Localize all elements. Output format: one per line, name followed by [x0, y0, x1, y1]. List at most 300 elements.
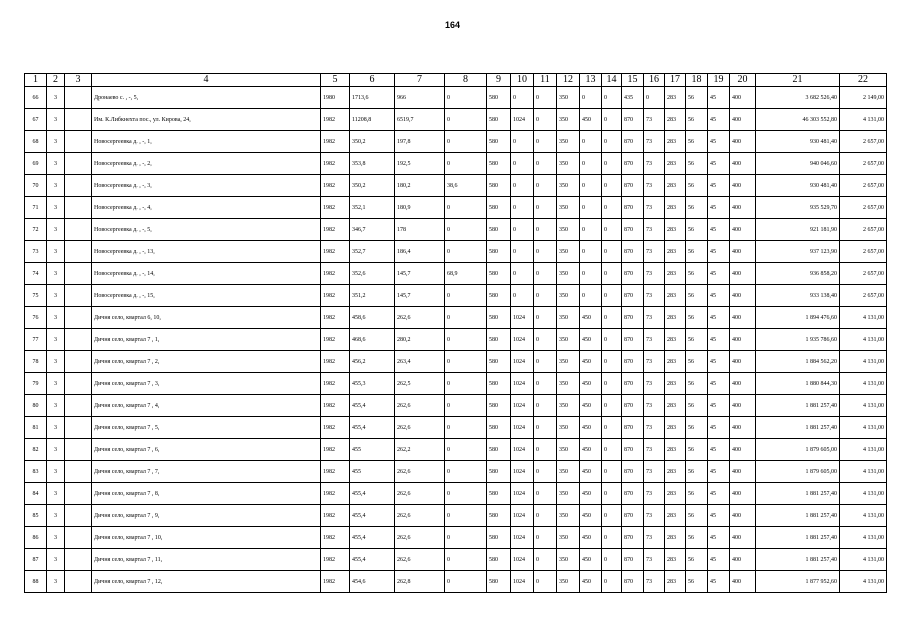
- cell-col-3: [65, 373, 92, 395]
- cell-col-3: [65, 527, 92, 549]
- table-row: [25, 571, 887, 593]
- cell-col-19: 45: [708, 131, 730, 153]
- cell-col-1: 86: [25, 527, 47, 549]
- cell-col-14: 0: [602, 263, 622, 285]
- cell-col-1: 66: [25, 87, 47, 109]
- cell-col-17: 283: [665, 307, 686, 329]
- cell-col-17: 283: [665, 219, 686, 241]
- cell-col-3: [65, 263, 92, 285]
- cell-col-12: 350: [557, 219, 580, 241]
- cell-col-9: 580: [487, 549, 511, 571]
- column-header-22: 22: [840, 74, 887, 87]
- cell-col-10: 1024: [511, 505, 534, 527]
- cell-col-21: 933 138,40: [756, 285, 840, 307]
- cell-col-21: 1 884 562,20: [756, 351, 840, 373]
- cell-col-10: 0: [511, 131, 534, 153]
- cell-col-7: 145,7: [395, 285, 445, 307]
- cell-col-11: 0: [534, 197, 557, 219]
- cell-col-20: 400: [730, 329, 756, 351]
- cell-col-16: 73: [644, 527, 665, 549]
- cell-col-15: 870: [622, 197, 644, 219]
- cell-col-14: 0: [602, 439, 622, 461]
- cell-col-5: 1982: [321, 527, 350, 549]
- cell-col-21: 1 881 257,40: [756, 483, 840, 505]
- column-header-8: 8: [445, 74, 487, 87]
- cell-col-2: 3: [47, 527, 65, 549]
- cell-col-3: [65, 439, 92, 461]
- column-header-11: 11: [534, 74, 557, 87]
- cell-col-12: 350: [557, 131, 580, 153]
- cell-col-20: 400: [730, 417, 756, 439]
- cell-col-6: 455: [350, 439, 395, 461]
- cell-col-14: 0: [602, 571, 622, 593]
- cell-col-13: 450: [580, 395, 602, 417]
- cell-col-20: 400: [730, 87, 756, 109]
- cell-col-6: 455,4: [350, 417, 395, 439]
- cell-col-12: 350: [557, 483, 580, 505]
- cell-col-17: 283: [665, 549, 686, 571]
- cell-col-11: 0: [534, 461, 557, 483]
- cell-col-10: 0: [511, 153, 534, 175]
- cell-col-8: 0: [445, 109, 487, 131]
- cell-col-20: 400: [730, 153, 756, 175]
- cell-col-2: 3: [47, 483, 65, 505]
- column-header-18: 18: [686, 74, 708, 87]
- cell-col-8: 0: [445, 87, 487, 109]
- table-row: [25, 131, 887, 153]
- cell-col-5: 1982: [321, 351, 350, 373]
- cell-col-15: 870: [622, 263, 644, 285]
- cell-col-11: 0: [534, 417, 557, 439]
- cell-col-8: 0: [445, 439, 487, 461]
- cell-col-19: 45: [708, 307, 730, 329]
- cell-col-16: 73: [644, 483, 665, 505]
- cell-col-2: 3: [47, 417, 65, 439]
- cell-col-21: 936 858,20: [756, 263, 840, 285]
- cell-col-17: 283: [665, 175, 686, 197]
- cell-col-7: 262,6: [395, 395, 445, 417]
- column-header-6: 6: [350, 74, 395, 87]
- cell-col-10: 1024: [511, 373, 534, 395]
- cell-col-4: Новосергеевка д. , -, 15,: [92, 285, 321, 307]
- cell-col-13: 0: [580, 153, 602, 175]
- cell-col-3: [65, 175, 92, 197]
- cell-col-8: 0: [445, 461, 487, 483]
- cell-col-3: [65, 549, 92, 571]
- cell-col-13: 0: [580, 87, 602, 109]
- cell-col-14: 0: [602, 483, 622, 505]
- cell-col-13: 0: [580, 197, 602, 219]
- cell-col-9: 580: [487, 461, 511, 483]
- cell-col-20: 400: [730, 351, 756, 373]
- cell-col-11: 0: [534, 571, 557, 593]
- cell-col-16: 73: [644, 373, 665, 395]
- cell-col-12: 350: [557, 109, 580, 131]
- cell-col-10: 1024: [511, 483, 534, 505]
- cell-col-14: 0: [602, 505, 622, 527]
- cell-col-17: 283: [665, 109, 686, 131]
- table-row: [25, 527, 887, 549]
- cell-col-21: 1 881 257,40: [756, 395, 840, 417]
- cell-col-1: 69: [25, 153, 47, 175]
- cell-col-20: 400: [730, 307, 756, 329]
- cell-col-1: 81: [25, 417, 47, 439]
- cell-col-18: 56: [686, 263, 708, 285]
- cell-col-17: 283: [665, 285, 686, 307]
- cell-col-15: 870: [622, 153, 644, 175]
- cell-col-15: 435: [622, 87, 644, 109]
- cell-col-15: 870: [622, 527, 644, 549]
- cell-col-16: 73: [644, 439, 665, 461]
- cell-col-15: 870: [622, 571, 644, 593]
- table-row: [25, 439, 887, 461]
- cell-col-12: 350: [557, 439, 580, 461]
- cell-col-14: 0: [602, 153, 622, 175]
- cell-col-18: 56: [686, 307, 708, 329]
- cell-col-22: 4 131,00: [840, 417, 887, 439]
- cell-col-15: 870: [622, 109, 644, 131]
- table-row: [25, 263, 887, 285]
- cell-col-19: 45: [708, 241, 730, 263]
- cell-col-14: 0: [602, 175, 622, 197]
- cell-col-2: 3: [47, 307, 65, 329]
- column-header-9: 9: [487, 74, 511, 87]
- cell-col-2: 3: [47, 505, 65, 527]
- cell-col-14: 0: [602, 241, 622, 263]
- cell-col-2: 3: [47, 241, 65, 263]
- cell-col-3: [65, 351, 92, 373]
- cell-col-13: 450: [580, 527, 602, 549]
- cell-col-18: 56: [686, 395, 708, 417]
- table-row: [25, 109, 887, 131]
- cell-col-21: 1 881 257,40: [756, 417, 840, 439]
- cell-col-7: 262,8: [395, 571, 445, 593]
- cell-col-21: 46 303 552,80: [756, 109, 840, 131]
- cell-col-15: 870: [622, 373, 644, 395]
- cell-col-22: 4 131,00: [840, 373, 887, 395]
- cell-col-1: 68: [25, 131, 47, 153]
- cell-col-2: 3: [47, 571, 65, 593]
- cell-col-4: Новосергеевка д. , -, 4,: [92, 197, 321, 219]
- table-row: [25, 549, 887, 571]
- cell-col-15: 870: [622, 329, 644, 351]
- cell-col-22: 2 657,00: [840, 263, 887, 285]
- cell-col-4: Дичня село, квартал 7 , 6,: [92, 439, 321, 461]
- cell-col-22: 4 131,00: [840, 329, 887, 351]
- cell-col-13: 450: [580, 329, 602, 351]
- cell-col-18: 56: [686, 373, 708, 395]
- cell-col-9: 580: [487, 505, 511, 527]
- cell-col-8: 0: [445, 527, 487, 549]
- cell-col-20: 400: [730, 285, 756, 307]
- cell-col-14: 0: [602, 395, 622, 417]
- table-row: [25, 373, 887, 395]
- cell-col-13: 0: [580, 241, 602, 263]
- cell-col-5: 1982: [321, 153, 350, 175]
- column-header-20: 20: [730, 74, 756, 87]
- cell-col-13: 450: [580, 461, 602, 483]
- cell-col-5: 1982: [321, 219, 350, 241]
- cell-col-22: 2 657,00: [840, 153, 887, 175]
- cell-col-11: 0: [534, 527, 557, 549]
- cell-col-6: 468,6: [350, 329, 395, 351]
- cell-col-8: 68,9: [445, 263, 487, 285]
- cell-col-3: [65, 571, 92, 593]
- table-row: [25, 197, 887, 219]
- cell-col-21: 1 935 786,60: [756, 329, 840, 351]
- cell-col-2: 3: [47, 153, 65, 175]
- cell-col-3: [65, 131, 92, 153]
- cell-col-16: 73: [644, 197, 665, 219]
- cell-col-22: 2 657,00: [840, 131, 887, 153]
- cell-col-4: Дронаево с. , -, 5,: [92, 87, 321, 109]
- register-table: [24, 73, 887, 593]
- cell-col-20: 400: [730, 373, 756, 395]
- cell-col-16: 73: [644, 505, 665, 527]
- table-row: [25, 505, 887, 527]
- cell-col-22: 4 131,00: [840, 527, 887, 549]
- column-header-14: 14: [602, 74, 622, 87]
- cell-col-14: 0: [602, 219, 622, 241]
- cell-col-22: 4 131,00: [840, 395, 887, 417]
- cell-col-20: 400: [730, 549, 756, 571]
- cell-col-7: 280,2: [395, 329, 445, 351]
- cell-col-18: 56: [686, 417, 708, 439]
- cell-col-15: 870: [622, 241, 644, 263]
- table-body: [25, 87, 887, 593]
- cell-col-8: 0: [445, 219, 487, 241]
- cell-col-1: 82: [25, 439, 47, 461]
- cell-col-21: 1 894 476,60: [756, 307, 840, 329]
- cell-col-13: 450: [580, 571, 602, 593]
- table-row: [25, 219, 887, 241]
- cell-col-1: 87: [25, 549, 47, 571]
- cell-col-9: 580: [487, 87, 511, 109]
- cell-col-9: 580: [487, 219, 511, 241]
- cell-col-17: 283: [665, 153, 686, 175]
- cell-col-19: 45: [708, 175, 730, 197]
- cell-col-14: 0: [602, 549, 622, 571]
- cell-col-8: 0: [445, 571, 487, 593]
- cell-col-10: 1024: [511, 109, 534, 131]
- cell-col-7: 262,6: [395, 483, 445, 505]
- cell-col-8: 0: [445, 241, 487, 263]
- cell-col-12: 350: [557, 373, 580, 395]
- cell-col-6: 346,7: [350, 219, 395, 241]
- cell-col-5: 1982: [321, 373, 350, 395]
- cell-col-9: 580: [487, 241, 511, 263]
- cell-col-13: 450: [580, 505, 602, 527]
- cell-col-11: 0: [534, 109, 557, 131]
- cell-col-9: 580: [487, 197, 511, 219]
- cell-col-7: 262,6: [395, 461, 445, 483]
- cell-col-7: 262,6: [395, 417, 445, 439]
- cell-col-13: 0: [580, 131, 602, 153]
- cell-col-8: 0: [445, 483, 487, 505]
- cell-col-19: 45: [708, 109, 730, 131]
- cell-col-20: 400: [730, 175, 756, 197]
- cell-col-10: 1024: [511, 417, 534, 439]
- cell-col-1: 83: [25, 461, 47, 483]
- cell-col-6: 352,1: [350, 197, 395, 219]
- cell-col-21: 1 879 605,00: [756, 461, 840, 483]
- column-header-3: 3: [65, 74, 92, 87]
- cell-col-3: [65, 219, 92, 241]
- cell-col-19: 45: [708, 439, 730, 461]
- cell-col-5: 1982: [321, 483, 350, 505]
- cell-col-20: 400: [730, 439, 756, 461]
- cell-col-8: 0: [445, 417, 487, 439]
- cell-col-19: 45: [708, 483, 730, 505]
- cell-col-12: 350: [557, 87, 580, 109]
- cell-col-8: 0: [445, 285, 487, 307]
- cell-col-8: 0: [445, 329, 487, 351]
- cell-col-4: Дичня село, квартал 7 , 5,: [92, 417, 321, 439]
- cell-col-1: 80: [25, 395, 47, 417]
- cell-col-14: 0: [602, 109, 622, 131]
- cell-col-12: 350: [557, 549, 580, 571]
- cell-col-11: 0: [534, 439, 557, 461]
- cell-col-17: 283: [665, 131, 686, 153]
- cell-col-6: 456,2: [350, 351, 395, 373]
- cell-col-15: 870: [622, 307, 644, 329]
- cell-col-2: 3: [47, 439, 65, 461]
- cell-col-7: 262,6: [395, 549, 445, 571]
- cell-col-10: 1024: [511, 527, 534, 549]
- cell-col-17: 283: [665, 461, 686, 483]
- cell-col-22: 4 131,00: [840, 549, 887, 571]
- cell-col-16: 0: [644, 87, 665, 109]
- cell-col-2: 3: [47, 373, 65, 395]
- cell-col-11: 0: [534, 505, 557, 527]
- cell-col-9: 580: [487, 395, 511, 417]
- cell-col-5: 1982: [321, 241, 350, 263]
- cell-col-7: 262,2: [395, 439, 445, 461]
- cell-col-5: 1982: [321, 505, 350, 527]
- cell-col-9: 580: [487, 373, 511, 395]
- cell-col-19: 45: [708, 417, 730, 439]
- cell-col-1: 78: [25, 351, 47, 373]
- cell-col-6: 11208,8: [350, 109, 395, 131]
- cell-col-12: 350: [557, 395, 580, 417]
- cell-col-7: 178: [395, 219, 445, 241]
- cell-col-3: [65, 307, 92, 329]
- cell-col-7: 197,8: [395, 131, 445, 153]
- cell-col-10: 0: [511, 241, 534, 263]
- cell-col-19: 45: [708, 329, 730, 351]
- cell-col-15: 870: [622, 461, 644, 483]
- column-header-10: 10: [511, 74, 534, 87]
- cell-col-6: 455,3: [350, 373, 395, 395]
- cell-col-11: 0: [534, 241, 557, 263]
- cell-col-17: 283: [665, 373, 686, 395]
- cell-col-6: 350,2: [350, 175, 395, 197]
- table-row: [25, 241, 887, 263]
- cell-col-4: Им. К.Либкнехта пос., ул. Кирова, 24,: [92, 109, 321, 131]
- cell-col-5: 1982: [321, 439, 350, 461]
- cell-col-18: 56: [686, 527, 708, 549]
- cell-col-9: 580: [487, 483, 511, 505]
- cell-col-7: 186,4: [395, 241, 445, 263]
- column-header-15: 15: [622, 74, 644, 87]
- cell-col-12: 350: [557, 461, 580, 483]
- cell-col-18: 56: [686, 351, 708, 373]
- cell-col-19: 45: [708, 263, 730, 285]
- cell-col-21: 1 879 605,00: [756, 439, 840, 461]
- cell-col-22: 4 131,00: [840, 439, 887, 461]
- cell-col-14: 0: [602, 197, 622, 219]
- cell-col-6: 454,6: [350, 571, 395, 593]
- cell-col-22: 4 131,00: [840, 571, 887, 593]
- cell-col-4: Новосергеевка д. , -, 3,: [92, 175, 321, 197]
- cell-col-15: 870: [622, 395, 644, 417]
- cell-col-17: 283: [665, 263, 686, 285]
- cell-col-17: 283: [665, 87, 686, 109]
- cell-col-15: 870: [622, 285, 644, 307]
- cell-col-22: 2 149,00: [840, 87, 887, 109]
- cell-col-19: 45: [708, 87, 730, 109]
- cell-col-3: [65, 109, 92, 131]
- cell-col-8: 0: [445, 131, 487, 153]
- cell-col-3: [65, 241, 92, 263]
- cell-col-9: 580: [487, 439, 511, 461]
- cell-col-16: 73: [644, 241, 665, 263]
- cell-col-12: 350: [557, 263, 580, 285]
- cell-col-14: 0: [602, 285, 622, 307]
- cell-col-12: 350: [557, 153, 580, 175]
- cell-col-19: 45: [708, 527, 730, 549]
- cell-col-4: Новосергеевка д. , -, 2,: [92, 153, 321, 175]
- cell-col-18: 56: [686, 505, 708, 527]
- cell-col-10: 0: [511, 263, 534, 285]
- cell-col-19: 45: [708, 351, 730, 373]
- cell-col-5: 1982: [321, 461, 350, 483]
- cell-col-1: 77: [25, 329, 47, 351]
- cell-col-17: 283: [665, 505, 686, 527]
- cell-col-15: 870: [622, 175, 644, 197]
- cell-col-12: 350: [557, 241, 580, 263]
- column-header-4: 4: [92, 74, 321, 87]
- cell-col-19: 45: [708, 153, 730, 175]
- cell-col-7: 263,4: [395, 351, 445, 373]
- cell-col-11: 0: [534, 307, 557, 329]
- cell-col-13: 450: [580, 351, 602, 373]
- cell-col-14: 0: [602, 131, 622, 153]
- cell-col-10: 1024: [511, 439, 534, 461]
- cell-col-16: 73: [644, 549, 665, 571]
- cell-col-8: 0: [445, 549, 487, 571]
- cell-col-9: 580: [487, 329, 511, 351]
- cell-col-5: 1982: [321, 329, 350, 351]
- cell-col-7: 192,5: [395, 153, 445, 175]
- cell-col-6: 353,8: [350, 153, 395, 175]
- cell-col-20: 400: [730, 461, 756, 483]
- cell-col-14: 0: [602, 307, 622, 329]
- cell-col-4: Дичня село, квартал 7 , 1,: [92, 329, 321, 351]
- cell-col-9: 580: [487, 571, 511, 593]
- table-row: [25, 87, 887, 109]
- cell-col-18: 56: [686, 571, 708, 593]
- cell-col-10: 1024: [511, 329, 534, 351]
- cell-col-4: Дичня село, квартал 7 , 9,: [92, 505, 321, 527]
- cell-col-1: 84: [25, 483, 47, 505]
- table-row: [25, 175, 887, 197]
- cell-col-10: 0: [511, 197, 534, 219]
- cell-col-11: 0: [534, 131, 557, 153]
- cell-col-13: 0: [580, 175, 602, 197]
- cell-col-16: 73: [644, 395, 665, 417]
- cell-col-8: 0: [445, 153, 487, 175]
